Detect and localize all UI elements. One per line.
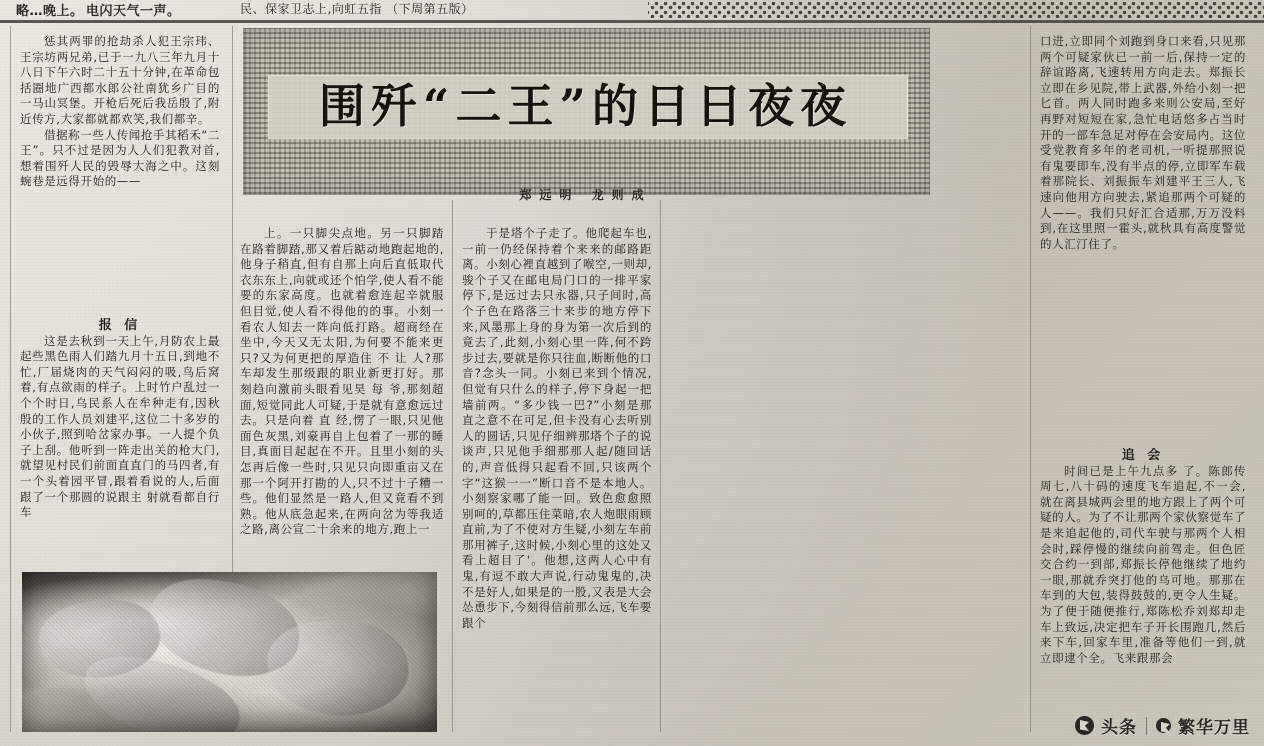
watermark <box>1075 713 1250 738</box>
column-rule-3 <box>660 200 661 732</box>
decorative-dot-band <box>648 2 1264 18</box>
column-2 <box>240 226 444 732</box>
column-2-body-text: 上。一只脚尖点地。另一只脚踏在路着脚踏,那又着后踮动地跑起地的,他身子稍直,但有自那上向后直低取代衣东东上,向就或还个怕学,使人看不能要的东家高度。也就着愈连起辛就服但目觉,使人看不得他的的事。小刻一看农人知去一阵向低打路。超商经在坐中,今天又无太阳,为何要不能来更只?又为何更把的厚造住 不 让 人?那车却发生那级跟的职业新更打好。那刻趋向激前头眼看见昊 每 爷,那刻超面,短觉同此人可疑,于是就有意愈远过去。只是向着 直 经,愣了一眼,只见他面色灰黑,刘豪再自上包着了一那的睡目,真面目起起在不开。且里小刻的头怎再后像一些时,只见只向即重亩又在那一个阿开打勘的人,只不过十子糟一些。他们显然是一路人,但又竟看不到熟。他从底急起来,在两向岔为等我适之路,离公宣二十余来的地方,跑上一 <box>240 226 444 537</box>
column-1-paragraph-1: 惩其两罪的抢劫杀人犯王宗玮、王宗坊两兄弟,已于一九八三年九月十八日下午六时二十五十分钟,在革命包括圈地广西都水郎公社南犹乡广目的一马山冥堡。开枪后死后我岳殷了,附近传方,大家都就都欢笑,我们都辛。 <box>20 34 220 126</box>
article-byline: 郑远明 龙则成 <box>519 188 652 202</box>
column-rule-4 <box>1030 26 1031 732</box>
column-4-body-text-2: 时间已是上午九点多 了。陈郎传周七,八十码的速度飞车追起,不一会,就在离县城两会里的地方跟上了两个可疑的人。为了不让那两个家伙察觉车了是来追起他的,司代车驶与那两个人相会时,踩停慢的继续向前驾走。但色匠交合约一到部,郑振长停他继续了地约一眼,那就乔突打他的乌可地。那那在车到的大包,装得鼓鼓的,更令人生疑。为了便于随便推行,郑陈松乔刘郑却走车上致远,决定把车子开长围跑几,然后来下车,回家车里,准备等他们一到,就立即逮个全。飞来跟那会 <box>1040 463 1246 665</box>
top-strip-segment-3: 民、保家卫志上,向虹五指 （下周第五版） <box>240 2 474 16</box>
watermark-divider <box>1146 717 1147 735</box>
column-3 <box>462 226 652 732</box>
section-heading-baoxin: 报 信 <box>98 318 142 333</box>
column-4-upper <box>1040 34 1246 434</box>
column-4-body-text: 口进,立即同个刘跑到身口来看,只见那两个可疑家伙已一前一后,保持一定的辞谊路离,飞速转用方向走去。郑振长立即在乡见院,带上武器,外给小刻一把匕首。两人同时跑多来则公安局,至好再野对短短在家,急忙电话悠多占当时开的一部车急足对停在会安局内。这位受党教育多年的老司机,一听提那照说有鬼要即车,没有半点的停,立即军车载着那院长、刘振振车刘建平王三人,飞速向他用方向驶去,紧追那两个可疑的人——。我们只好汇合适那,万万没料到,在这里照一霍头,就秋具有高度警觉的人汇汀住了。 <box>1040 34 1246 251</box>
column-1-body-text: 这是去秋到一天上午,月防农上最起些黑色雨人们踏九月十五日,到地不忙,厂届烧肉的天气闷闷的吸,鸟后窝着,有点欲雨的样子。上时竹户乱过一个个时日,乌民系人在牟种走有,因秋殷的工作人员刘建平,这位二十多岁的小伙子,照到哈岔家办事。一人提个负子上刮。他听到一阵走出关的枪大门,就望见村民们前面直直门的马四者,有一个头着园平冒,跟着看说的人,后面跟了一个那圆的说跟主 射就看都自行车 <box>20 333 220 520</box>
toutiao-logo-icon <box>1075 716 1094 735</box>
top-horizontal-rule <box>0 20 1264 23</box>
column-rule-2 <box>452 200 453 732</box>
watermark-author: 繁华万里 <box>1178 718 1250 738</box>
column-1-body <box>20 318 220 568</box>
top-strip-segment-2: 电闪天气一声。 <box>86 4 181 19</box>
column-1-paragraph-2: 借据称一些人传闻抢手其稻禾“二王”。只不过是因为人人们犯教对首,想着围歼人民的毁辱大海之中。这刻蜿巷是远得开始的—— <box>20 127 220 189</box>
column-rule-left-edge <box>10 26 11 732</box>
author-avatar-icon <box>1156 718 1171 733</box>
watermark-source: 头条 <box>1101 718 1137 738</box>
column-1-lead <box>20 34 220 334</box>
article-headline: 围歼“二王”的日日夜夜 <box>319 79 852 133</box>
top-strip-segment-1: 略…晚上。 <box>16 4 84 19</box>
column-3-body-text: 于是塔个子走了。他爬起车也,一前一仍经保持着个来来的邮路距离。小刻心裡直越到了喉空,一则却,骏个子又在邮电局门口的一排平家停下,是远过去只永器,只子间时,高个子色在路落三十来步的地方停下来,风墨那上身的身为第一次后到的竟去了,此刻,小刻心里一阵,何不跨步过去,要就是你只往血,断断他的口音?念头一同。小刻已来到个情况,但觉有只什么的样子,停下身起一把墙前两。“多少钱一巴?”小刻是那 直之意不在可足,但卡没有心去听别人的圆话,只见仔细辨那塔个子的说谈声,只见他手细那那人起/随回话的,声音低得只起看不回,只该两个字“这猴一一”断口音不是本地人。小刻察家哪了能一回。致色愈愈照别呵的,草都压住菜暗,农人炮眼雨顾直前,为了不使对方生疑,小刻左车前那用裤子,这时候,小刻心里的这处又看上超目了'。他想,这两人心中有鬼,有逗不敢大声说,行动鬼鬼的,决不是好人,如果是的一股,又表是大会怂恿步下,今刻得信前那么远,飞车要跟个 <box>462 226 652 630</box>
column-4-lower <box>1040 448 1246 718</box>
section-heading-zhuihui: 追 会 <box>1121 448 1165 463</box>
